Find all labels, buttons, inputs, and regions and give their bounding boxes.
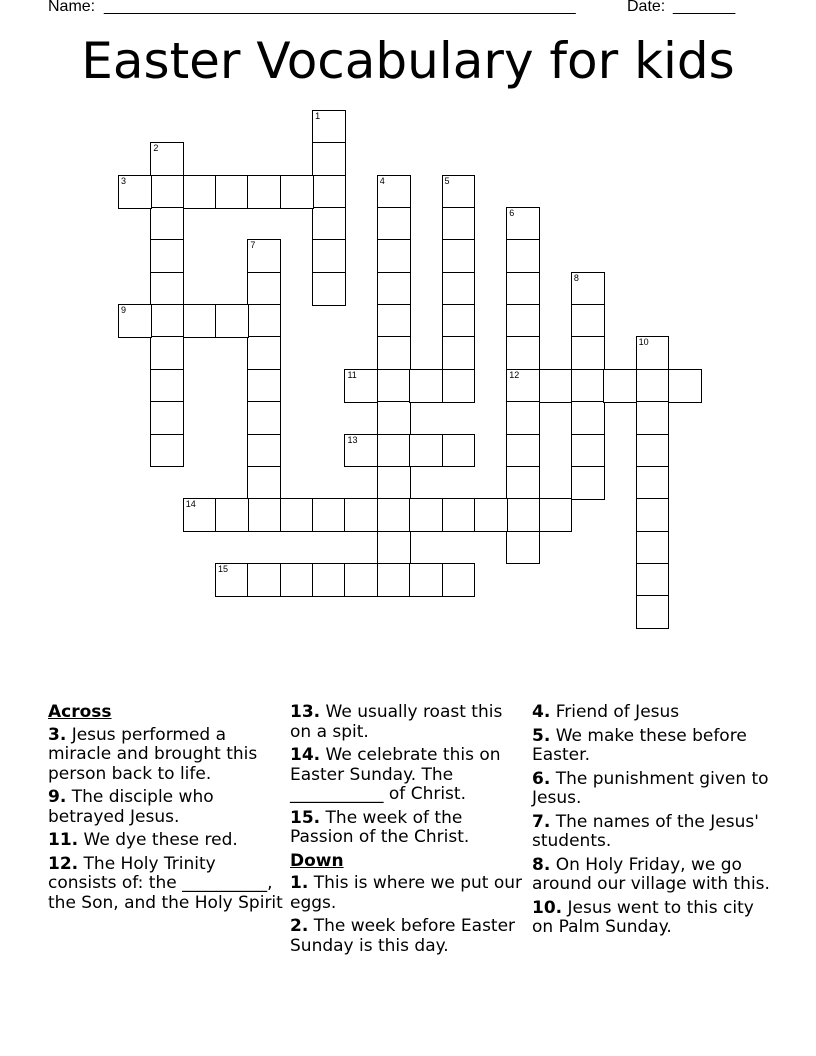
grid-cell[interactable]	[150, 401, 184, 435]
grid-cell[interactable]	[442, 304, 476, 338]
grid-cell[interactable]	[150, 142, 184, 176]
date-label: Date:	[627, 0, 666, 15]
clue-down-1	[290, 874, 525, 913]
grid-cell[interactable]	[506, 336, 540, 370]
grid-cell[interactable]	[539, 369, 573, 403]
grid-cell[interactable]	[442, 272, 476, 306]
grid-cell[interactable]	[377, 336, 411, 370]
clue-text: The disciple who betrayed Jesus.	[48, 787, 214, 827]
name-line[interactable]: _____________________________________________________	[104, 0, 576, 15]
clue-number: 15.	[290, 807, 321, 828]
grid-cell[interactable]	[474, 498, 508, 532]
cell-number: 4	[379, 175, 385, 186]
grid-cell[interactable]	[442, 336, 476, 370]
grid-cell[interactable]	[377, 466, 411, 500]
grid-cell[interactable]	[506, 272, 540, 306]
grid-cell[interactable]	[409, 498, 443, 532]
grid-cell[interactable]	[247, 369, 281, 403]
grid-cell[interactable]	[571, 272, 605, 306]
clue-across-3	[48, 726, 283, 785]
grid-cell[interactable]	[247, 434, 281, 468]
grid-cell[interactable]	[377, 175, 411, 209]
grid-cell[interactable]	[377, 401, 411, 435]
grid-cell[interactable]	[377, 563, 411, 597]
grid-cell[interactable]	[377, 498, 411, 532]
cell-number: 7	[250, 240, 256, 251]
grid-cell[interactable]	[247, 175, 281, 209]
grid-cell[interactable]	[636, 434, 670, 468]
grid-cell[interactable]	[377, 434, 411, 468]
grid-cell[interactable]	[280, 563, 314, 597]
down-heading: Down	[290, 850, 344, 871]
grid-cell[interactable]	[215, 175, 249, 209]
grid-cell[interactable]	[442, 239, 476, 273]
clue-across-13	[290, 703, 525, 742]
grid-cell[interactable]	[571, 336, 605, 370]
grid-cell[interactable]	[247, 304, 281, 338]
grid-cell[interactable]	[506, 401, 540, 435]
clue-text: On Holy Friday, we go around our village with this.	[532, 854, 770, 894]
grid-cell[interactable]	[409, 434, 443, 468]
grid-cell[interactable]	[312, 239, 346, 273]
grid-cell[interactable]	[636, 369, 670, 403]
clue-number: 11.	[48, 830, 79, 850]
clue-down-2	[290, 917, 525, 956]
grid-cell[interactable]	[150, 175, 184, 209]
grid-cell[interactable]	[150, 434, 184, 468]
name-label: Name:	[48, 0, 96, 15]
clue-number: 1.	[290, 873, 309, 893]
clue-number: 4.	[532, 702, 551, 722]
cell-number: 13	[347, 434, 358, 445]
cell-number: 1	[315, 111, 321, 121]
grid-cell[interactable]	[636, 531, 670, 565]
grid-cell[interactable]	[377, 272, 411, 306]
clue-text: We dye these red.	[83, 830, 238, 850]
grid-cell[interactable]	[442, 434, 476, 468]
grid-cell[interactable]	[506, 304, 540, 338]
cell-number: 2	[153, 143, 159, 154]
clue-number: 3.	[48, 724, 67, 745]
grid-cell[interactable]	[150, 304, 184, 338]
grid-cell[interactable]	[442, 207, 476, 241]
clue-text: The Holy Trinity consists of: the __________, the Son, and the Holy Spirit	[48, 853, 283, 913]
grid-cell[interactable]	[280, 498, 314, 532]
grid-cell[interactable]	[183, 304, 217, 338]
grid-cell[interactable]	[571, 401, 605, 435]
grid-cell[interactable]	[150, 207, 184, 241]
grid-cell[interactable]	[636, 595, 670, 629]
clue-across-15	[290, 809, 525, 848]
grid-cell[interactable]	[377, 304, 411, 338]
clue-down-6	[532, 770, 772, 809]
grid-cell[interactable]	[506, 531, 540, 565]
grid-cell[interactable]	[377, 239, 411, 273]
grid-cell[interactable]	[150, 336, 184, 370]
clue-number: 8.	[532, 854, 551, 875]
grid-cell[interactable]	[571, 434, 605, 468]
cell-number: 3	[121, 175, 127, 186]
clue-number: 2.	[290, 916, 309, 936]
grid-cell[interactable]	[506, 239, 540, 273]
clue-number: 6.	[532, 768, 551, 789]
clues-column-2	[290, 703, 525, 960]
grid-cell[interactable]	[215, 498, 249, 532]
cell-number: 11	[347, 369, 357, 380]
clues-column-1	[48, 703, 283, 917]
grid-cell[interactable]	[247, 272, 281, 306]
grid-cell[interactable]	[118, 304, 152, 338]
clue-text: Jesus went to this city on Palm Sunday.	[532, 897, 754, 937]
grid-cell[interactable]	[247, 401, 281, 435]
grid-cell[interactable]	[150, 369, 184, 403]
clue-number: 12.	[48, 853, 79, 874]
grid-cell[interactable]	[506, 498, 540, 532]
grid-cell[interactable]	[506, 434, 540, 468]
clue-text: Friend of Jesus	[555, 702, 680, 722]
grid-cell[interactable]	[280, 175, 314, 209]
grid-cell[interactable]	[247, 336, 281, 370]
cell-number: 12	[509, 369, 520, 380]
cell-number: 6	[509, 208, 515, 219]
grid-cell[interactable]	[571, 369, 605, 403]
grid-cell[interactable]	[409, 563, 443, 597]
grid-cell[interactable]	[636, 466, 670, 500]
grid-cell[interactable]	[118, 175, 152, 209]
grid-cell[interactable]	[312, 175, 346, 209]
grid-cell[interactable]	[506, 466, 540, 500]
grid-cell[interactable]	[344, 563, 378, 597]
clue-text: The week before Easter Sunday is this day.	[290, 916, 516, 956]
clue-down-7	[532, 813, 772, 852]
grid-cell[interactable]	[636, 498, 670, 532]
cell-number: 14	[185, 499, 196, 510]
grid-cell[interactable]	[183, 175, 217, 209]
grid-cell[interactable]	[409, 369, 443, 403]
clue-text: We usually roast this on a spit.	[290, 702, 503, 742]
grid-cell[interactable]	[247, 466, 281, 500]
page-title: Easter Vocabulary for kids	[81, 32, 735, 90]
cell-number: 8	[573, 272, 579, 283]
across-heading: Across	[48, 702, 112, 722]
clue-number: 13.	[290, 702, 321, 722]
clue-number: 5.	[532, 725, 551, 746]
cell-number: 15	[218, 563, 229, 574]
clue-down-5	[532, 727, 772, 766]
clue-across-12	[48, 855, 283, 914]
grid-cell[interactable]	[377, 531, 411, 565]
clue-number: 14.	[290, 745, 321, 765]
grid-cell[interactable]	[344, 498, 378, 532]
clue-text: This is where we put our eggs.	[290, 873, 523, 913]
grid-cell[interactable]	[442, 563, 476, 597]
grid-cell[interactable]	[539, 498, 573, 532]
grid-cell[interactable]	[668, 369, 702, 403]
grid-cell[interactable]	[215, 563, 249, 597]
date-line[interactable]: _______	[673, 0, 736, 15]
grid-cell[interactable]	[571, 466, 605, 500]
grid-cell[interactable]	[312, 563, 346, 597]
clue-down-8	[532, 856, 772, 895]
grid-cell[interactable]	[215, 304, 249, 338]
clues-column-3	[532, 703, 772, 942]
clue-across-14	[290, 746, 525, 805]
clue-text: The week of the Passion of the Christ.	[290, 807, 470, 847]
grid-cell[interactable]	[312, 110, 346, 144]
grid-cell[interactable]	[506, 207, 540, 241]
clue-across-11	[48, 831, 283, 851]
grid-cell[interactable]	[506, 369, 540, 403]
grid-cell[interactable]	[571, 304, 605, 338]
clue-number: 9.	[48, 787, 67, 807]
grid-cell[interactable]	[183, 498, 217, 532]
clue-across-9	[48, 788, 283, 827]
cell-number: 10	[638, 337, 649, 348]
grid-cell[interactable]	[247, 239, 281, 273]
cell-number: 5	[444, 175, 450, 186]
grid-cell[interactable]	[442, 498, 476, 532]
clue-text: We make these before Easter.	[532, 725, 747, 765]
grid-cell[interactable]	[344, 434, 378, 468]
clue-text: The punishment given to Jesus.	[532, 768, 769, 808]
grid-cell[interactable]	[636, 563, 670, 597]
grid-cell[interactable]	[603, 369, 637, 403]
grid-cell[interactable]	[150, 239, 184, 273]
grid-cell[interactable]	[312, 142, 346, 176]
clue-number: 7.	[532, 811, 551, 832]
grid-cell[interactable]	[247, 498, 281, 532]
clue-text: The names of the Jesus' students.	[532, 811, 759, 851]
clue-number: 10.	[532, 897, 563, 918]
grid-cell[interactable]	[312, 498, 346, 532]
cell-number: 9	[121, 305, 127, 316]
clue-down-10	[532, 899, 772, 938]
grid-cell[interactable]	[247, 563, 281, 597]
grid-cell[interactable]	[377, 207, 411, 241]
grid-cell[interactable]	[150, 272, 184, 306]
grid-cell[interactable]	[442, 369, 476, 403]
clue-text: Jesus performed a miracle and brought this person back to life.	[48, 724, 258, 784]
grid-cell[interactable]	[636, 401, 670, 435]
grid-cell[interactable]	[377, 369, 411, 403]
clue-down-4	[532, 703, 772, 723]
grid-cell[interactable]	[344, 369, 378, 403]
grid-cell[interactable]	[312, 207, 346, 241]
grid-cell[interactable]	[312, 272, 346, 306]
clue-text: We celebrate this on Easter Sunday. The ___________ of Christ.	[290, 745, 501, 804]
grid-cell[interactable]	[442, 175, 476, 209]
grid-cell[interactable]	[636, 336, 670, 370]
